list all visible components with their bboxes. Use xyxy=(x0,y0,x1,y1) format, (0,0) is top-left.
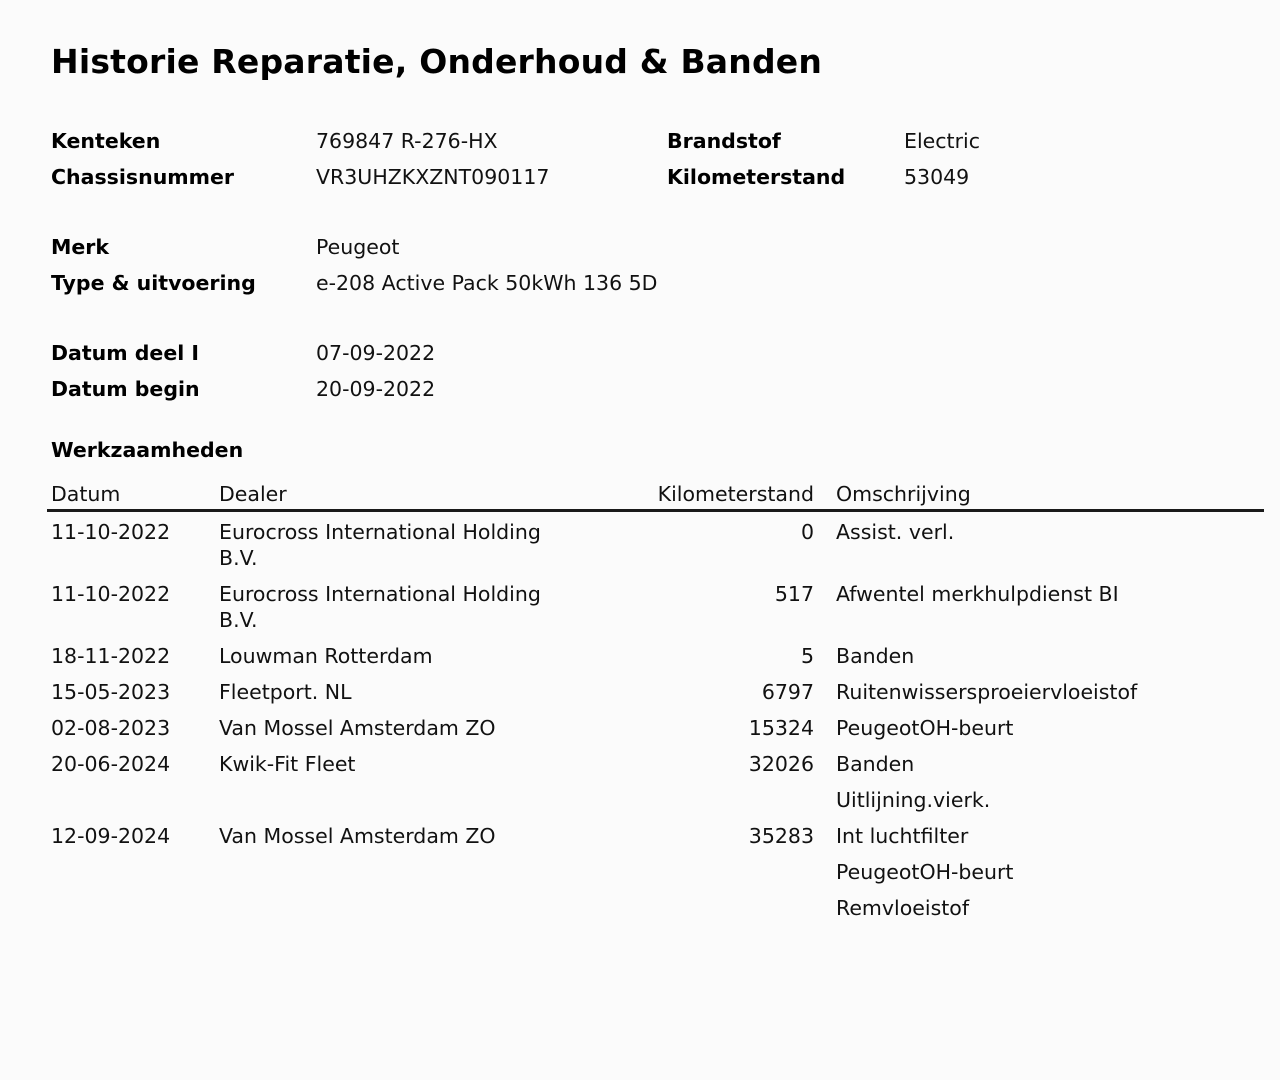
kilometerstand-value: 53049 xyxy=(904,165,970,189)
row-dealer: Kwik-Fit Fleet xyxy=(219,752,356,776)
row-kilometerstand: 15324 xyxy=(748,716,814,740)
merk-value: Peugeot xyxy=(316,235,400,259)
chassis-value: VR3UHZKXZNT090117 xyxy=(316,165,550,189)
type-label: Type & uitvoering xyxy=(51,271,256,295)
row-kilometerstand: 5 xyxy=(800,644,814,668)
row-date: 15-05-2023 xyxy=(51,680,171,704)
row-date: 12-09-2024 xyxy=(51,824,171,848)
row-omschrijving xyxy=(836,643,914,679)
column-header-omschrijving: Omschrijving xyxy=(836,482,971,506)
omschrijving-line: Banden xyxy=(836,644,915,668)
omschrijving-line: Int luchtfilter xyxy=(836,824,969,848)
row-omschrijving xyxy=(836,519,954,555)
kilometerstand-label: Kilometerstand xyxy=(667,165,846,189)
row-omschrijving xyxy=(836,751,990,823)
row-omschrijving xyxy=(836,679,1137,715)
datum-begin-value: 20-09-2022 xyxy=(316,377,436,401)
kenteken-value: 769847 R-276-HX xyxy=(316,129,498,153)
chassis-label: Chassisnummer xyxy=(51,165,235,189)
row-date: 02-08-2023 xyxy=(51,716,171,740)
row-dealer: Fleetport. NL xyxy=(219,680,352,704)
datum-deel-value: 07-09-2022 xyxy=(316,341,436,365)
row-omschrijving xyxy=(836,715,1013,751)
row-omschrijving xyxy=(836,823,1013,931)
row-kilometerstand: 517 xyxy=(774,582,814,606)
row-dealer: Eurocross International Holding B.V. xyxy=(219,520,541,570)
row-dealer: Van Mossel Amsterdam ZO xyxy=(219,824,496,848)
row-kilometerstand: 35283 xyxy=(748,824,814,848)
row-date: 20-06-2024 xyxy=(51,752,171,776)
omschrijving-line: Afwentel merkhulpdienst BI xyxy=(836,582,1119,606)
type-value: e-208 Active Pack 50kWh 136 5D xyxy=(316,271,658,295)
column-header-kilometerstand: Kilometerstand xyxy=(657,482,814,506)
page-title: Historie Reparatie, Onderhoud & Banden xyxy=(51,42,823,81)
omschrijving-line: PeugeotOH-beurt xyxy=(836,716,1014,740)
row-kilometerstand: 6797 xyxy=(761,680,814,704)
omschrijving-line: Remvloeistof xyxy=(836,896,970,920)
datum-deel-label: Datum deel I xyxy=(51,341,200,365)
kenteken-label: Kenteken xyxy=(51,129,161,153)
omschrijving-line: PeugeotOH-beurt xyxy=(836,860,1014,884)
column-header-datum: Datum xyxy=(51,482,121,506)
row-dealer: Louwman Rotterdam xyxy=(219,644,433,668)
merk-label: Merk xyxy=(51,235,110,259)
row-date: 11-10-2022 xyxy=(51,520,171,544)
brandstof-label: Brandstof xyxy=(667,129,781,153)
datum-begin-label: Datum begin xyxy=(51,377,200,401)
omschrijving-line: Uitlijning.vierk. xyxy=(836,788,991,812)
row-date: 18-11-2022 xyxy=(51,644,171,668)
row-kilometerstand: 0 xyxy=(800,520,814,544)
row-date: 11-10-2022 xyxy=(51,582,171,606)
row-dealer: Van Mossel Amsterdam ZO xyxy=(219,716,496,740)
row-omschrijving xyxy=(836,581,1119,617)
omschrijving-line: Ruitenwissersproeiervloeistof xyxy=(836,680,1138,704)
row-dealer: Eurocross International Holding B.V. xyxy=(219,582,541,632)
header-divider xyxy=(47,509,1264,512)
column-header-dealer: Dealer xyxy=(219,482,287,506)
omschrijving-line: Banden xyxy=(836,752,915,776)
werkzaamheden-heading: Werkzaamheden xyxy=(51,438,244,462)
omschrijving-line: Assist. verl. xyxy=(836,520,955,544)
brandstof-value: Electric xyxy=(904,129,980,153)
row-kilometerstand: 32026 xyxy=(748,752,814,776)
